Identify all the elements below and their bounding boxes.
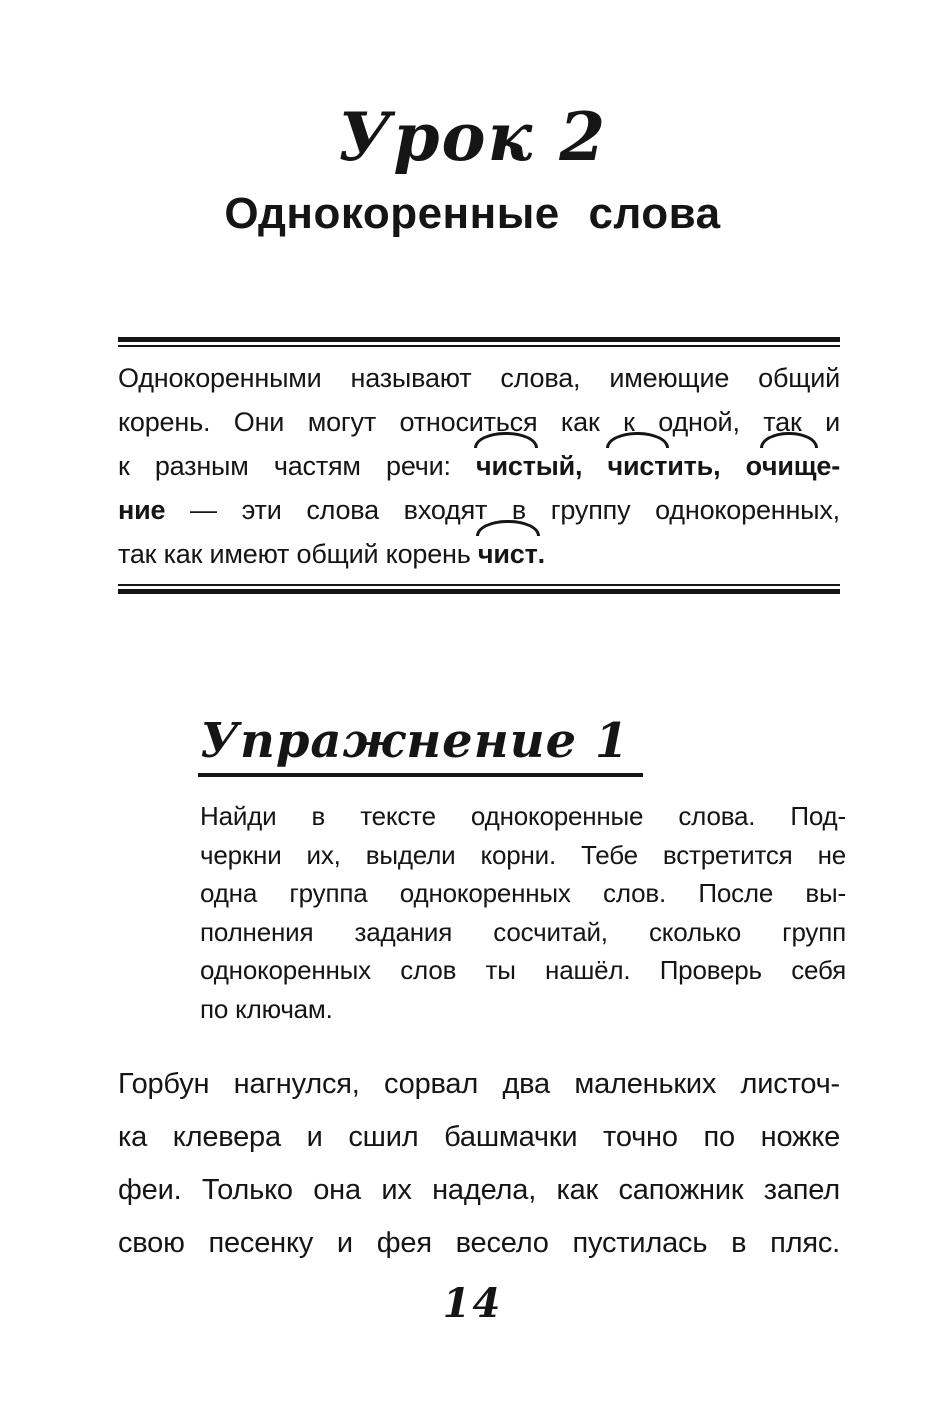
text-segment: ние bbox=[118, 495, 166, 525]
thin-rule-line bbox=[118, 345, 840, 347]
text-line bbox=[118, 1058, 840, 1111]
text-segment: ый, bbox=[535, 451, 583, 481]
text-line bbox=[118, 488, 840, 532]
text-segment: полнения задания сосчитай, сколько групп bbox=[200, 916, 846, 947]
text-line bbox=[200, 951, 846, 990]
text-line bbox=[200, 990, 846, 1029]
text-line bbox=[200, 874, 846, 913]
text-segment: е- bbox=[816, 451, 840, 481]
text-segment: одна группа однокоренных слов. После вы- bbox=[200, 878, 846, 908]
text-segment: по ключам. bbox=[200, 993, 333, 1024]
text-line bbox=[118, 356, 840, 400]
root-marked-word: чист bbox=[608, 444, 668, 488]
exercise-instructions bbox=[200, 797, 846, 1028]
text-segment: Однокоренными называют слова, имеющие общий bbox=[118, 363, 840, 393]
thin-rule-line bbox=[118, 584, 840, 586]
exercise-heading: Упражнение 1 bbox=[198, 714, 643, 777]
rule-box-top-border bbox=[118, 337, 840, 347]
page-number: 14 bbox=[442, 1280, 503, 1327]
root-marked-word: чист bbox=[478, 532, 538, 576]
rule-box-bottom-border bbox=[118, 584, 840, 594]
text-segment: ить, bbox=[667, 451, 721, 481]
text-segment: Найди в тексте однокоренные слова. Под- bbox=[200, 801, 846, 831]
text-segment: однокоренных слов ты нашёл. Проверь себя bbox=[200, 955, 846, 985]
text-passage bbox=[118, 1058, 840, 1270]
root-marked-word: чищ bbox=[762, 444, 816, 488]
text-line bbox=[118, 1217, 840, 1270]
text-segment: свою песенку и фея весело пустилась в пляс. bbox=[118, 1227, 840, 1259]
text-line bbox=[118, 532, 840, 576]
thick-rule-line bbox=[118, 589, 840, 594]
text-segment: черкни их, выдели корни. Тебе встретится не bbox=[200, 839, 846, 870]
text-segment: ка клевера и сшил башмачки точно по ножке bbox=[118, 1121, 840, 1153]
text-segment: . bbox=[537, 539, 545, 569]
text-segment: так как имеют общий корень bbox=[118, 539, 478, 569]
text-line bbox=[118, 1164, 840, 1217]
thick-rule-line bbox=[118, 337, 840, 342]
text-segment: корень. Они могут относиться как к одной, так и bbox=[118, 407, 840, 437]
text-segment bbox=[720, 451, 745, 481]
text-line bbox=[118, 444, 840, 488]
text-segment: к разным частям речи: bbox=[118, 451, 477, 481]
lesson-label: Урок 2 bbox=[337, 98, 608, 176]
root-marked-word: чист bbox=[476, 444, 536, 488]
rule-box-text bbox=[118, 356, 840, 576]
text-segment: о bbox=[745, 451, 762, 481]
text-segment: Горбун нагнулся, сорвал два маленьких листоч- bbox=[118, 1068, 840, 1100]
text-line bbox=[118, 400, 840, 444]
text-line bbox=[200, 836, 846, 875]
text-segment bbox=[582, 451, 607, 481]
text-line bbox=[200, 913, 846, 952]
text-segment: феи. Только она их надела, как сапожник запел bbox=[118, 1174, 840, 1206]
text-line bbox=[200, 797, 846, 836]
page-title: Однокоренные слова bbox=[224, 189, 721, 238]
text-segment: — эти слова входят в группу однокоренных, bbox=[165, 495, 840, 525]
text-line bbox=[118, 1111, 840, 1164]
